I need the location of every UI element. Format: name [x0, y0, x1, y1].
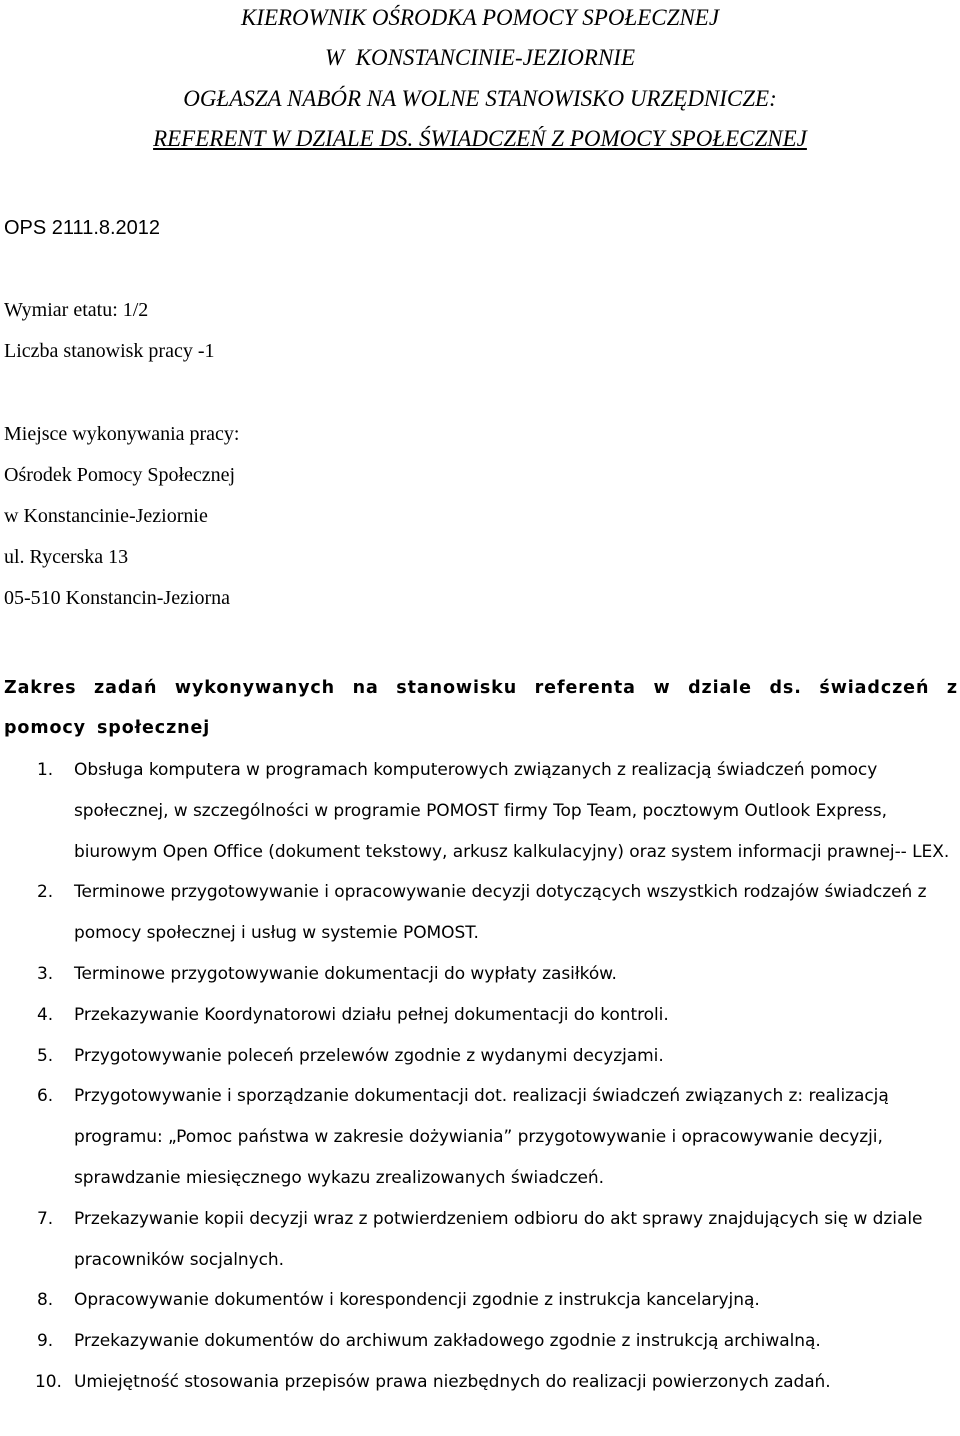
item-text: Opracowywanie dokumentów i korespondencji zgodnie z instrukcja kancelaryjną.	[74, 1290, 760, 1311]
list-item	[0, 995, 960, 1036]
header-line-2: W KONSTANCINIE-JEZIORNIE	[324, 45, 636, 70]
list-item	[0, 1199, 960, 1281]
list-item	[0, 750, 960, 872]
item-text: Przygotowywanie i sporządzanie dokumentacji dot. realizacji świadczeń związanych z: realizacją programu: „Pomoc państwa w zakresie dożywiania” przygotowywanie i opracowywanie decyzji, sprawdzanie miesięcznego wykazu zrealizowanych świadczeń.	[74, 1086, 889, 1188]
location-label: Miejsce wykonywania pracy:	[4, 423, 240, 445]
reference-number: OPS 2111.8.2012	[4, 217, 161, 239]
item-text: Przygotowywanie poleceń przelewów zgodnie z wydanymi decyzjami.	[74, 1045, 664, 1066]
item-text: Przekazywanie dokumentów do archiwum zakładowego zgodnie z instrukcją archiwalną.	[74, 1331, 821, 1352]
header-line-3: OGŁASZA NABÓR NA WOLNE STANOWISKO URZĘDNICZE:	[183, 86, 777, 111]
item-text: Przekazywanie kopii decyzji wraz z potwierdzeniem odbioru do akt sprawy znajdujących się w dziale pracowników socjalnych.	[74, 1208, 923, 1270]
list-item	[0, 954, 960, 995]
job-stanowiska: Liczba stanowisk pracy -1	[4, 340, 215, 362]
list-item	[0, 1362, 960, 1403]
item-text: Przekazywanie Koordynatorowi działu pełnej dokumentacji do kontroli.	[74, 1004, 669, 1025]
item-number: 3.	[37, 963, 54, 984]
list-item	[0, 1280, 960, 1321]
item-number: 7.	[37, 1208, 54, 1229]
item-number: 4.	[37, 1004, 54, 1025]
item-number: 2.	[37, 882, 54, 903]
list-item	[0, 1321, 960, 1362]
task-list	[0, 750, 960, 1403]
location-line-4: 05-510 Konstancin-Jeziorna	[4, 587, 231, 609]
location-line-1: Ośrodek Pomocy Społecznej	[4, 464, 236, 486]
location-line-3: ul. Rycerska 13	[4, 546, 129, 568]
item-text: Terminowe przygotowywanie dokumentacji do wypłaty zasiłków.	[74, 963, 617, 984]
item-text: Umiejętność stosowania przepisów prawa niezbędnych do realizacji powierzonych zadań.	[74, 1371, 831, 1392]
list-item	[0, 1076, 960, 1198]
item-number: 9.	[37, 1331, 54, 1352]
scope-heading: Zakres zadań wykonywanych na stanowisku referenta w dziale ds. świadczeń z pomocy społecznej	[4, 678, 958, 738]
header-line-1: KIEROWNIK OŚRODKA POMOCY SPOŁECZNEJ	[240, 5, 720, 30]
item-number: 6.	[37, 1086, 54, 1107]
list-item	[0, 872, 960, 954]
item-number: 5.	[37, 1045, 54, 1066]
item-text: Terminowe przygotowywanie i opracowywanie decyzji dotyczących wszystkich rodzajów świadczeń z pomocy społecznej i usług w systemie POMOST.	[74, 882, 927, 944]
item-number: 1.	[37, 760, 54, 780]
item-number: 8.	[37, 1290, 54, 1311]
item-number: 10.	[35, 1371, 62, 1392]
header-line-4: REFERENT W DZIALE DS. ŚWIADCZEŃ Z POMOCY SPOŁECZNEJ	[153, 126, 807, 151]
location-line-2: w Konstancinie-Jeziornie	[4, 505, 208, 527]
job-etat: Wymiar etatu: 1/2	[4, 299, 149, 321]
item-text: Obsługa komputera w programach komputerowych związanych z realizacją świadczeń pomocy społecznej, w szczególności w programie POMOST firmy Top Team, pocztowym Outlook Express, biurowym Open Office (dokument tekstowy, arkusz kalkulacyjny) oraz system informacji prawnej-- LEX.	[74, 760, 950, 862]
list-item	[0, 1036, 960, 1077]
